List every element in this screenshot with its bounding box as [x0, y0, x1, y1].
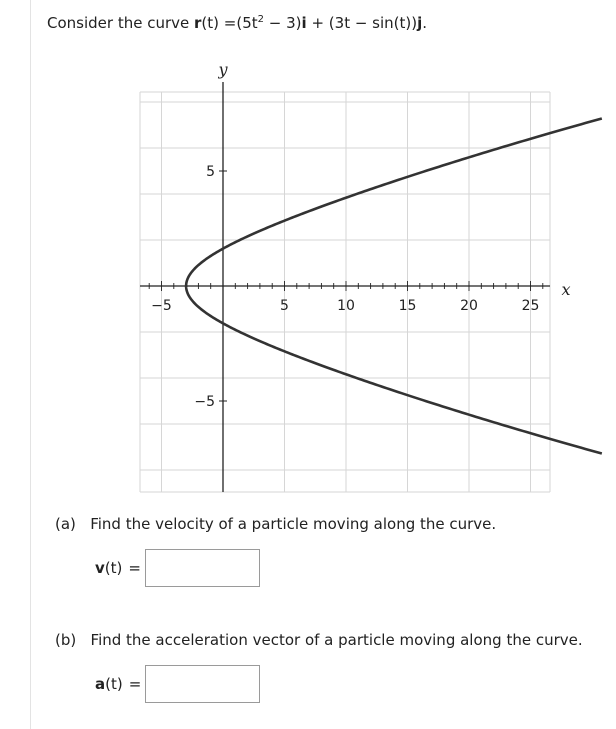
velocity-equals: = [128, 559, 141, 577]
exponent: 2 [257, 14, 265, 25]
x-tick-label: 5 [280, 298, 289, 314]
vector-r: r [194, 14, 202, 32]
acceleration-equals: = [128, 675, 142, 693]
acceleration-answer-row [95, 665, 260, 703]
acceleration-label [95, 675, 123, 693]
velocity-label [95, 559, 122, 577]
axes [140, 82, 550, 492]
x-tick-label: 10 [337, 298, 355, 314]
acceleration-symbol: a [95, 675, 106, 693]
question-period: . [422, 14, 428, 32]
y-tick-label: −5 [194, 394, 215, 410]
variable-t: t [207, 14, 214, 32]
variable-t: t [251, 14, 258, 32]
acceleration-arg: (t) [105, 675, 123, 693]
x-tick-label: 20 [460, 298, 478, 314]
question-close: )) [405, 14, 418, 32]
variable-t: t [344, 14, 351, 32]
velocity-arg: (t) [104, 559, 123, 577]
x-tick-label: 15 [398, 298, 417, 314]
part-b-label: (b) [55, 631, 77, 649]
part-a-label: (a) [55, 515, 76, 533]
part-b-text: Find the acceleration vector of a particle moving along the curve. [90, 631, 583, 649]
question-prefix: Consider the curve [47, 14, 195, 32]
x-tick-label: −5 [151, 298, 172, 314]
part-b-prompt [55, 631, 583, 649]
x-axis-label: x [561, 280, 571, 299]
axis-labels [151, 60, 570, 410]
variable-t: t [399, 14, 406, 32]
velocity-symbol: v [95, 559, 105, 577]
acceleration-input[interactable] [145, 665, 260, 703]
unit-vector-j: j [417, 14, 423, 32]
question-minus3: − 3) [264, 14, 302, 32]
velocity-answer-row [95, 549, 260, 587]
x-tick-label: 25 [521, 298, 540, 314]
part-a-text: Find the velocity of a particle moving along the curve. [90, 515, 497, 533]
unit-vector-i: i [301, 14, 307, 32]
part-a-prompt [55, 515, 496, 533]
question-eq: ) =(5 [213, 14, 252, 32]
y-axis-label: y [218, 60, 228, 79]
question-minus-sin: − sin( [350, 14, 400, 32]
question-paren: ( [201, 14, 208, 32]
y-tick-label: 5 [206, 164, 215, 180]
question-plus3: + (3 [306, 14, 345, 32]
velocity-input[interactable] [145, 549, 260, 587]
